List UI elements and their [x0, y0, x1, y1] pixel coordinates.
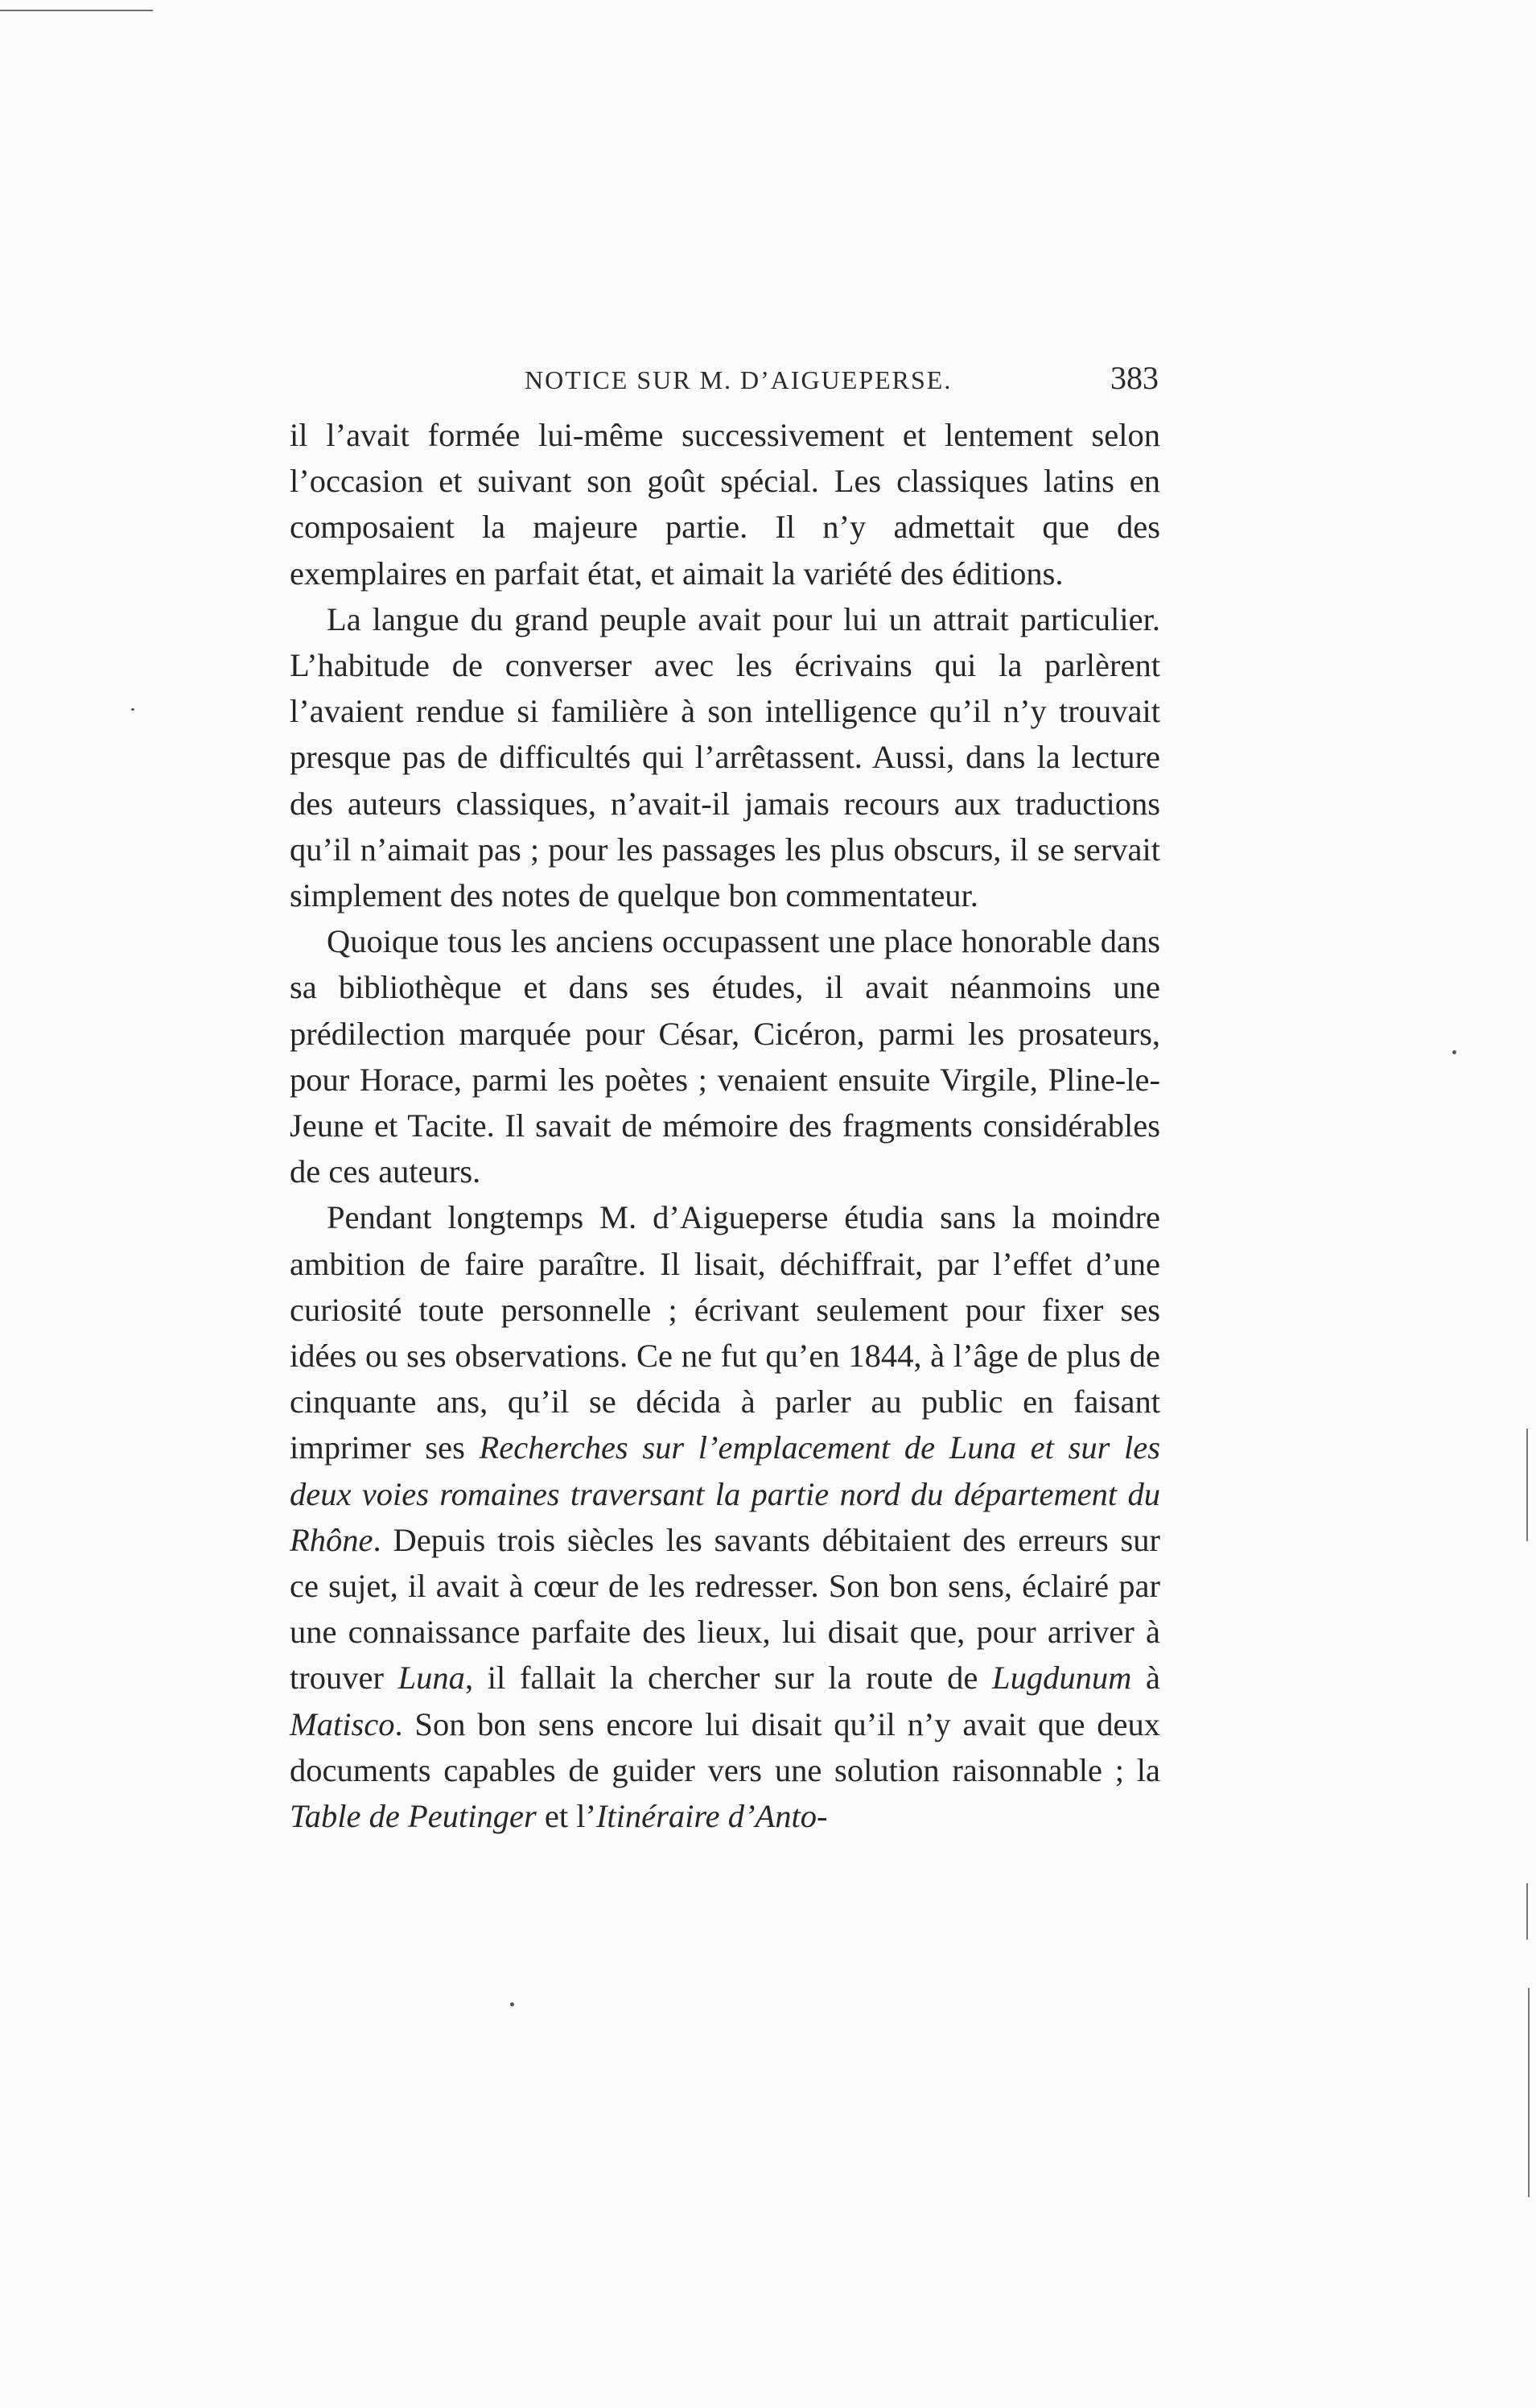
scan-speck	[131, 708, 134, 711]
top-edge-rule	[0, 10, 153, 11]
paragraph-4	[290, 1194, 1160, 1839]
text-segment: et l’	[536, 1798, 596, 1835]
text-segment: à	[1131, 1660, 1160, 1697]
body-text	[290, 412, 1160, 1839]
italic-title-recherches: Recherches sur l’emplacement de Luna et sur les deux voies romaines traversant la partie nord du département du Rhône	[290, 1429, 1160, 1558]
scan-speck	[510, 2002, 514, 2006]
paragraph-3	[290, 918, 1160, 1194]
text-segment: il l’avait formée lui-même successivement et lentement selon l’occasion et suivant son goût spécial. Les classiques latins en composaient la majeure partie. Il n’y admettait que des exemplaires en parfait état, et aimait la variété des éditions.	[290, 417, 1160, 592]
page-number: 383	[1110, 360, 1159, 396]
scan-edge-mark	[1526, 1883, 1528, 1940]
paragraph-1	[290, 412, 1160, 596]
italic-table-peutinger: Table de Peutinger	[290, 1798, 537, 1835]
scan-edge-mark	[1528, 1988, 1530, 2197]
page-header	[290, 360, 1159, 412]
paragraph-2	[290, 596, 1160, 918]
running-title: NOTICE SUR M. D’AIGUEPERSE.	[525, 365, 953, 394]
text-segment: Quoique tous les anciens occupassent une place honorable dans sa bibliothèque et dans ses études, il avait néanmoins une prédilection marquée pour César, Cicéron, parmi les prosateurs, pour Horace, parmi les poètes ; venaient ensuite Virgile, Pline-le-Jeune et Tacite. Il savait de mémoire des fragments considérables de ces auteurs.	[290, 923, 1160, 1190]
italic-luna: Luna	[397, 1660, 465, 1697]
text-segment: Pendant longtemps M. d’Aigueperse étudia sans la moindre ambition de faire paraître. Il lisait, déchiffrait, par l’effet d’une curiosité toute personnelle ; écrivant seulement pour fixer ses idées ou ses observations. Ce ne fut qu’en 1844, à l’âge de plus de cinquante ans, qu’il se décida à parler au public en faisant imprimer ses	[290, 1199, 1160, 1466]
text-segment: La langue du grand peuple avait pour lui un attrait particulier. L’habitude de converser avec les écrivains qui la parlèrent l’avaient rendue si familière à son intelligence qu’il n’y trouvait presque pas de difficultés qui l’arrêtassent. Aussi, dans la lecture des auteurs classiques, n’avait-il jamais recours aux traductions qu’il n’aimait pas ; pour les passages les plus obscurs, il se servait simplement des notes de quelque bon commentateur.	[290, 600, 1160, 914]
text-segment: . Depuis trois siècles les savants débitaient des erreurs sur ce sujet, il avait à cœur de les redresser. Son bon sens, éclairé par une connaissance parfaite des lieux, lui disait que, pour arriver à trouver	[290, 1521, 1160, 1697]
scan-edge-mark	[1526, 1429, 1528, 1541]
italic-itineraire: Itinéraire d’Anto-	[595, 1798, 828, 1835]
text-segment: , il fallait la chercher sur la route de	[464, 1660, 993, 1697]
scan-speck	[1452, 1050, 1456, 1054]
italic-matisco: Matisco	[290, 1705, 395, 1742]
text-segment: . Son bon sens encore lui disait qu’il n’y avait que deux documents capables de guider vers une solution raisonnable ; la	[290, 1705, 1160, 1788]
italic-lugdunum: Lugdunum	[992, 1660, 1132, 1697]
